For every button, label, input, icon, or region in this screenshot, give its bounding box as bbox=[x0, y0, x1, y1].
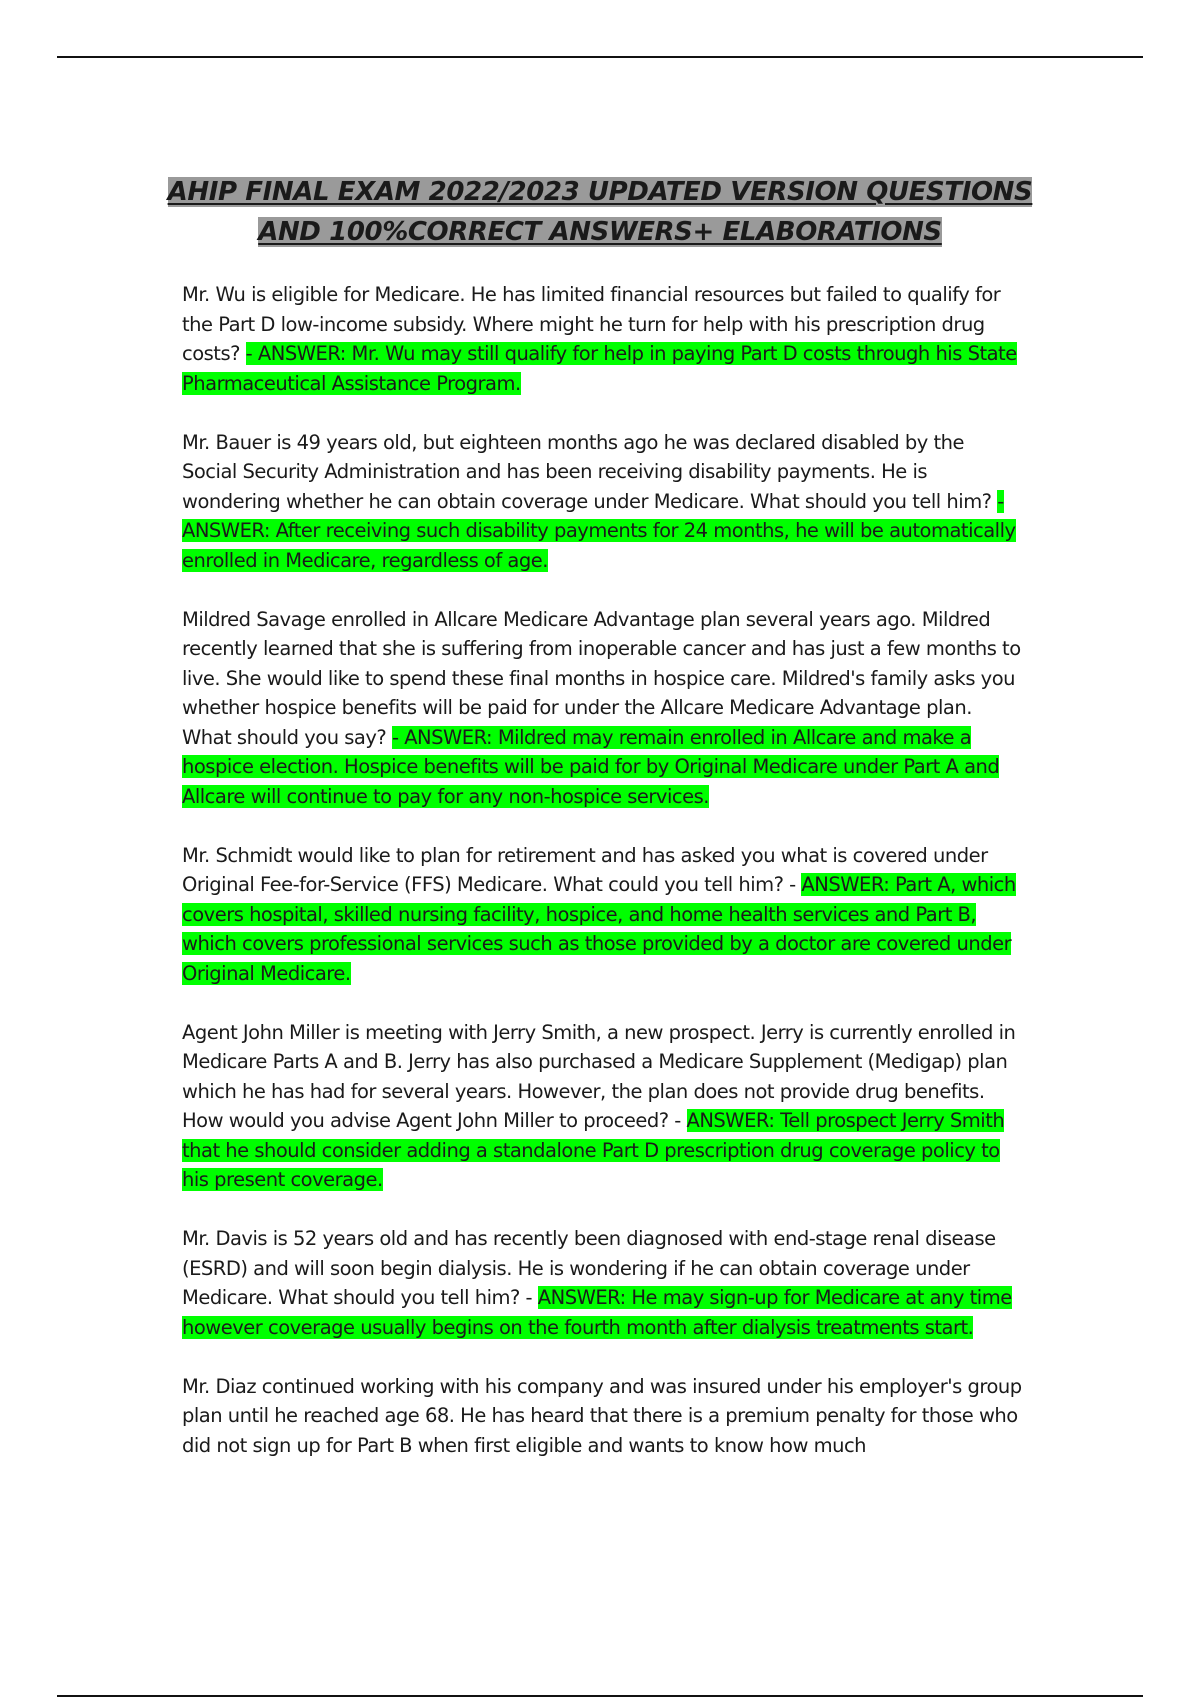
qa-item bbox=[182, 1224, 1022, 1342]
answer-highlight: ANSWER: Tell prospect Jerry Smith that he should consider adding a standalone Part D prescription drug coverage policy to his present coverage. bbox=[182, 1109, 1005, 1191]
question-text: Mr. Diaz continued working with his company and was insured under his employer's group plan until he reached age 68. He has heard that there is a premium penalty for those who did not sign up for Part B when first eligible and wants to know how much bbox=[182, 1374, 1022, 1457]
question-text: Mildred Savage enrolled in Allcare Medicare Advantage plan several years ago. Mildred recently learned that she is suffering from inoperable cancer and has just a few months to live. She would like to spend these final months in hospice care. Mildred's family asks you whether hospice benefits will be paid for under the Allcare Medicare Advantage plan. What should you say? bbox=[182, 607, 1021, 749]
footer-rule bbox=[57, 1695, 1143, 1697]
answer-highlight: - ANSWER: Mildred may remain enrolled in Allcare and make a hospice election. Hospice benefits will be paid for by Original Medicare under Part A and Allcare will continue to pay for any non-hospice services. bbox=[182, 725, 1000, 808]
question-text: Mr. Bauer is 49 years old, but eighteen months ago he was declared disabled by the Social Security Administration and has been receiving disability payments. He is wondering whether he can obtain coverage under Medicare. What should you tell him? bbox=[182, 430, 998, 513]
qa-list bbox=[182, 280, 1022, 1490]
header-rule bbox=[57, 56, 1143, 58]
question-text: Mr. Schmidt would like to plan for retirement and has asked you what is covered under Original Fee-for-Service (FFS) Medicare. What could you tell him? - bbox=[182, 843, 988, 896]
answer-highlight: ANSWER: He may sign-up for Medicare at any time however coverage usually begins on the fourth month after dialysis treatments start. bbox=[182, 1286, 1012, 1339]
question-text: Mr. Davis is 52 years old and has recently been diagnosed with end-stage renal disease (ESRD) and will soon begin dialysis. He is wondering if he can obtain coverage under Medicare. What should you tell him? - bbox=[182, 1227, 996, 1309]
qa-item bbox=[182, 1372, 1022, 1461]
qa-item bbox=[182, 605, 1022, 812]
answer-highlight: ANSWER: Part A, which covers hospital, skilled nursing facility, hospice, and home health services and Part B, which covers professional services such as those provided by a doctor are covered under Original Medicare. bbox=[182, 873, 1016, 985]
qa-item bbox=[182, 428, 1022, 576]
title-line-2: AND 100%CORRECT ANSWERS+ ELABORATIONS bbox=[258, 217, 942, 247]
answer-highlight: - ANSWER: Mr. Wu may still qualify for help in paying Part D costs through his State Pharmaceutical Assistance Program. bbox=[182, 342, 1017, 395]
document-title bbox=[140, 172, 1060, 252]
qa-item bbox=[182, 280, 1022, 398]
title-line-1: AHIP FINAL EXAM 2022/2023 UPDATED VERSION QUESTIONS bbox=[167, 177, 1033, 207]
answer-highlight: - ANSWER: After receiving such disability payments for 24 months, he will be automatically enrolled in Medicare, regardless of age. bbox=[182, 489, 1016, 572]
question-text: Agent John Miller is meeting with Jerry Smith, a new prospect. Jerry is currently enrolled in Medicare Parts A and B. Jerry has also purchased a Medicare Supplement (Medigap) plan which he has had for several years. However, the plan does not provide drug benefits. How would you advise Agent John Miller to proceed? - bbox=[182, 1020, 1016, 1132]
qa-item bbox=[182, 841, 1022, 989]
question-text: Mr. Wu is eligible for Medicare. He has limited financial resources but failed to qualify for the Part D low-income subsidy. Where might he turn for help with his prescription drug costs? bbox=[182, 283, 1001, 365]
qa-item bbox=[182, 1018, 1022, 1195]
